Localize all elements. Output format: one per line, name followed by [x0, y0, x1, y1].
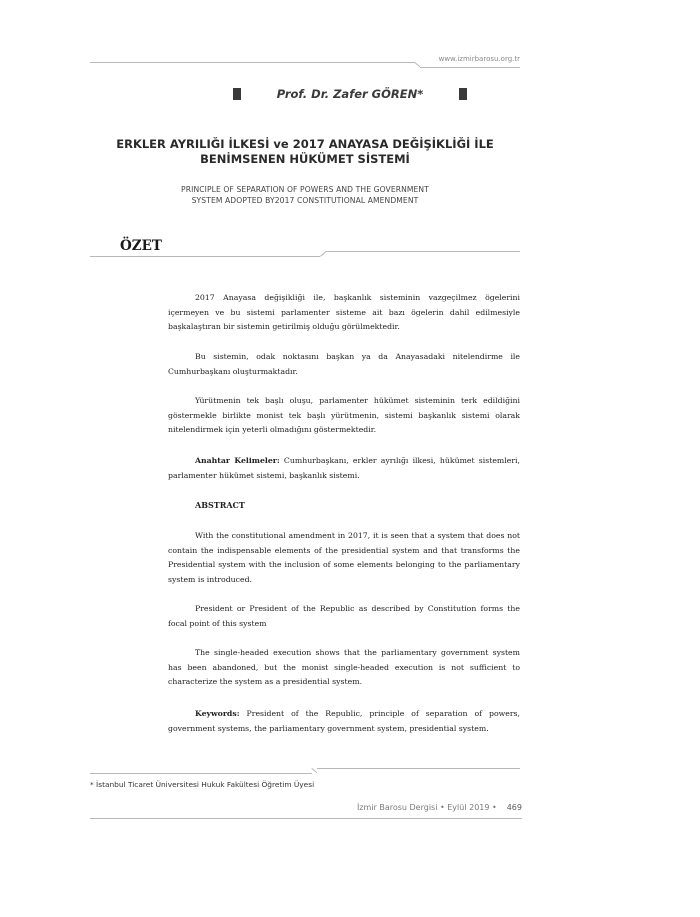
- title-turkish-line-1: ERKLER AYRILIĞI İLKESİ ve 2017 ANAYASA DEĞİŞİKLİĞİ İLE: [116, 137, 494, 151]
- ozet-paragraph-1: 2017 Anayasa değişikliği ile, başkanlık sisteminin vazgeçilmez ögelerini içermeyen ve bu sistemi parlamenter sisteme ait bazı ögelerin dahil edilmesiyle başkalaştıran bir sistemin getirilmiş olduğu görülmektedir.: [168, 293, 520, 332]
- ozet-paragraph-3: Yürütmenin tek başlı oluşu, parlamenter hükümet sisteminin terk edildiğini göstermekle birlikte monist tek başlı yürütmenin, sistemi başkanlık sistemi olarak nitelendirmek için yeterli olmadığını göstermektedir.: [168, 396, 520, 435]
- abstract-paragraph-2: President or President of the Republic as described by Constitution forms the focal point of this system: [168, 604, 520, 628]
- ozet-paragraph-2: Bu sistemin, odak noktasını başkan ya da Anayasadaki nitelendirme ile Cumhurbaşkanı oluşturmaktadır.: [168, 352, 520, 376]
- site-url: www.izmirbarosu.org.tr: [438, 55, 520, 63]
- author-right-marker: [459, 88, 467, 100]
- page-number: 469: [506, 803, 522, 812]
- page-footer: [300, 803, 522, 812]
- ozet-keywords: [168, 454, 520, 483]
- ozet-heading: ÖZET: [120, 238, 162, 254]
- abstract-paragraph-3: The single-headed execution shows that the parliamentary government system has been abandoned, but the monist single-headed execution is not sufficient to characterize the system as a presidential system.: [168, 648, 520, 687]
- author-name: Prof. Dr. Zafer GÖREN*: [276, 87, 424, 101]
- header-rule: [90, 62, 415, 63]
- abstract-keywords-text: President of the Republic, principle of separation of powers, government systems, the parliamentary government system, presidential system.: [168, 709, 520, 733]
- title-english-line-2: SYSTEM ADOPTED BY2017 CONSTITUTIONAL AMENDMENT: [191, 195, 419, 205]
- footer-rule: [90, 818, 522, 819]
- title-turkish-line-2: BENİMSENEN HÜKÜMET SİSTEMİ: [200, 152, 410, 166]
- abstract-heading: ABSTRACT: [195, 500, 245, 510]
- ozet-keywords-label: Anahtar Kelimeler:: [195, 456, 280, 465]
- title-english-line-1: PRINCIPLE OF SEPARATION OF POWERS AND THE GOVERNMENT: [181, 185, 429, 194]
- title-english: [90, 185, 520, 206]
- ozet-keywords-text: Cumhurbaşkanı, erkler ayrılığı ilkesi, hükümet sistemleri, parlamenter hükümet sistemi, başkanlık sistemi.: [168, 456, 520, 480]
- footnote: * İstanbul Ticaret Üniversitesi Hukuk Fakültesi Öğretim Üyesi: [90, 780, 315, 789]
- journal-name: İzmir Barosu Dergisi • Eylül 2019 •: [356, 803, 497, 812]
- abstract-paragraph-1: With the constitutional amendment in 2017, it is seen that a system that does not contain the indispensable elements of the presidential system and that transforms the Presidential system with the inclusion of some elements belonging to the parliamentary system is introduced.: [168, 531, 520, 584]
- header-rule-right: [420, 67, 520, 68]
- author-left-marker: [233, 88, 241, 100]
- author-row: [0, 86, 700, 102]
- footnote-rule-left: [90, 773, 312, 774]
- ozet-rule-right: [326, 251, 520, 252]
- footnote-rule-right: [317, 768, 520, 769]
- ozet-rule-left: [90, 256, 320, 257]
- abstract-keywords-label: Keywords:: [195, 709, 240, 718]
- title-turkish: [90, 137, 520, 167]
- abstract-keywords: [168, 707, 520, 736]
